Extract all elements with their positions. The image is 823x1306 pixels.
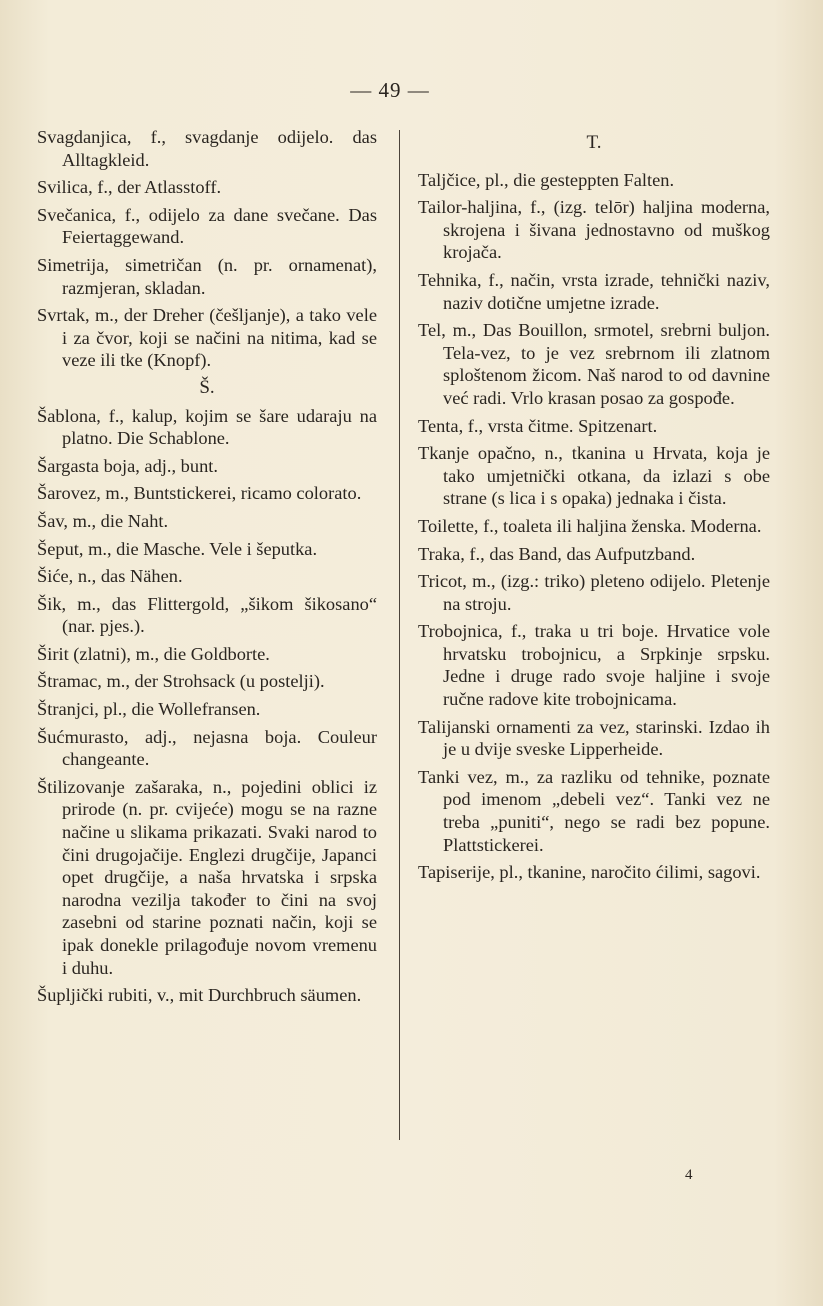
- dictionary-entry: Šablona, f., kalup, kojim se šare udaraju na platno. Die Schablone.: [37, 405, 377, 449]
- printer-signature: 4: [685, 1167, 693, 1183]
- dictionary-entry: Tkanje opačno, n., tkanina u Hrvata, koja je tako umjetnički otkana, da izlazi s obe strane (s lica i s opaka) jednaka i čista.: [418, 443, 770, 509]
- dictionary-entry: Šik, m., das Flittergold, „šikom šikosano“ (nar. pjes.).: [37, 593, 377, 637]
- dictionary-entry: Šargasta boja, adj., bunt.: [37, 455, 218, 476]
- dictionary-entry: Svagdanjica, f., svagdanje odijelo. das Alltagkleid.: [37, 127, 377, 170]
- dictionary-entry: Tapiserije, pl., tkanine, naročito ćilimi, sagovi.: [418, 862, 761, 883]
- dictionary-entry: Tanki vez, m., za razliku od tehnike, poznate pod imenom „debeli vez“. Tanki vez ne treba „puniti“, nego se radi bez popune. Plattstickerei.: [418, 766, 770, 855]
- dictionary-entry: Šarovez, m., Buntstickerei, ricamo colorato.: [37, 483, 362, 504]
- dictionary-entry: Talijanski ornamenti za vez, starinski. Izdao ih je u dvije sveske Lipperheide.: [418, 716, 770, 760]
- dictionary-entry: Šeput, m., die Masche. Vele i šeputka.: [37, 538, 318, 559]
- dictionary-entry: Svrtak, m., der Dreher (češljanje), a tako vele i za čvor, koji se načini na nitima, kad se veze ili tke (Knopf).: [37, 305, 377, 371]
- dictionary-entry: Taljčice, pl., die gesteppten Falten.: [418, 169, 675, 190]
- dictionary-entry: Svečanica, f., odijelo za dane svečane. Das Feiertaggewand.: [37, 204, 377, 248]
- dictionary-entry: Tehnika, f., način, vrsta izrade, tehnički naziv, naziv dotične umjetne izrade.: [418, 269, 770, 313]
- column-divider: [399, 130, 400, 1140]
- dictionary-entry: Štramac, m., der Strohsack (u postelji).: [37, 671, 325, 692]
- dictionary-entry: Svilica, f., der Atlasstoff.: [37, 177, 222, 198]
- left-column: [37, 126, 377, 1012]
- dictionary-entry: Štranjci, pl., die Wollefransen.: [37, 699, 261, 720]
- dictionary-entry: Širit (zlatni), m., die Goldborte.: [37, 643, 270, 664]
- dictionary-entry: Tricot, m., (izg.: triko) pleteno odijelo. Pletenje na stroju.: [418, 571, 770, 614]
- dictionary-entry: Tailor-haljina, f., (izg. telōr) haljina moderna, skrojena i šivana jednostavno od muškog krojača.: [418, 197, 770, 263]
- section-letter: T.: [586, 132, 602, 153]
- section-letter: Š.: [199, 376, 215, 398]
- dictionary-entry: Štilizovanje zašaraka, n., pojedini oblici iz prirode (n. pr. cvijeće) mogu se na razne načine u slikama prikazati. Svaki narod to čini drugojačije. Englezi drugčije, Japanci opet drugčije, a naša hrvatska i srpska narodna vezilja također to čini na svoj zasebni od starine poznati način, koji se ipak donekle prilagođuje novom vremenu i duhu.: [37, 776, 377, 978]
- dictionary-entry: Šav, m., die Naht.: [37, 510, 169, 531]
- dictionary-entry: Toilette, f., toaleta ili haljina ženska. Moderna.: [418, 515, 762, 536]
- dictionary-entry: Šupljički rubiti, v., mit Durchbruch säumen.: [37, 985, 362, 1006]
- dictionary-entry: Tenta, f., vrsta čitme. Spitzenart.: [418, 415, 658, 436]
- dictionary-entry: Tel, m., Das Bouillon, srmotel, srebrni buljon. Tela-vez, to je vez srebrnom ili zlatnom sploštenom žicom. Naš narod to od davnine već radi. Vrlo krasan posao za gospođe.: [418, 320, 770, 408]
- dictionary-entry: Simetrija, simetričan (n. pr. ornamenat), razmjeran, skladan.: [37, 254, 377, 298]
- page-number: — 49 —: [350, 78, 430, 102]
- dictionary-entry: Trobojnica, f., traka u tri boje. Hrvatice vole hrvatsku trobojnicu, a Srpkinje srpsku. Jedne i druge rado svoje haljine i svoje ručne radove kite trobojnicama.: [418, 621, 770, 710]
- right-column: [418, 126, 770, 889]
- dictionary-entry: Šiće, n., das Nähen.: [37, 566, 183, 587]
- dictionary-entry: Traka, f., das Band, das Aufputzband.: [418, 543, 696, 564]
- dictionary-entry: Šućmurasto, adj., nejasna boja. Couleur changeante.: [37, 726, 377, 770]
